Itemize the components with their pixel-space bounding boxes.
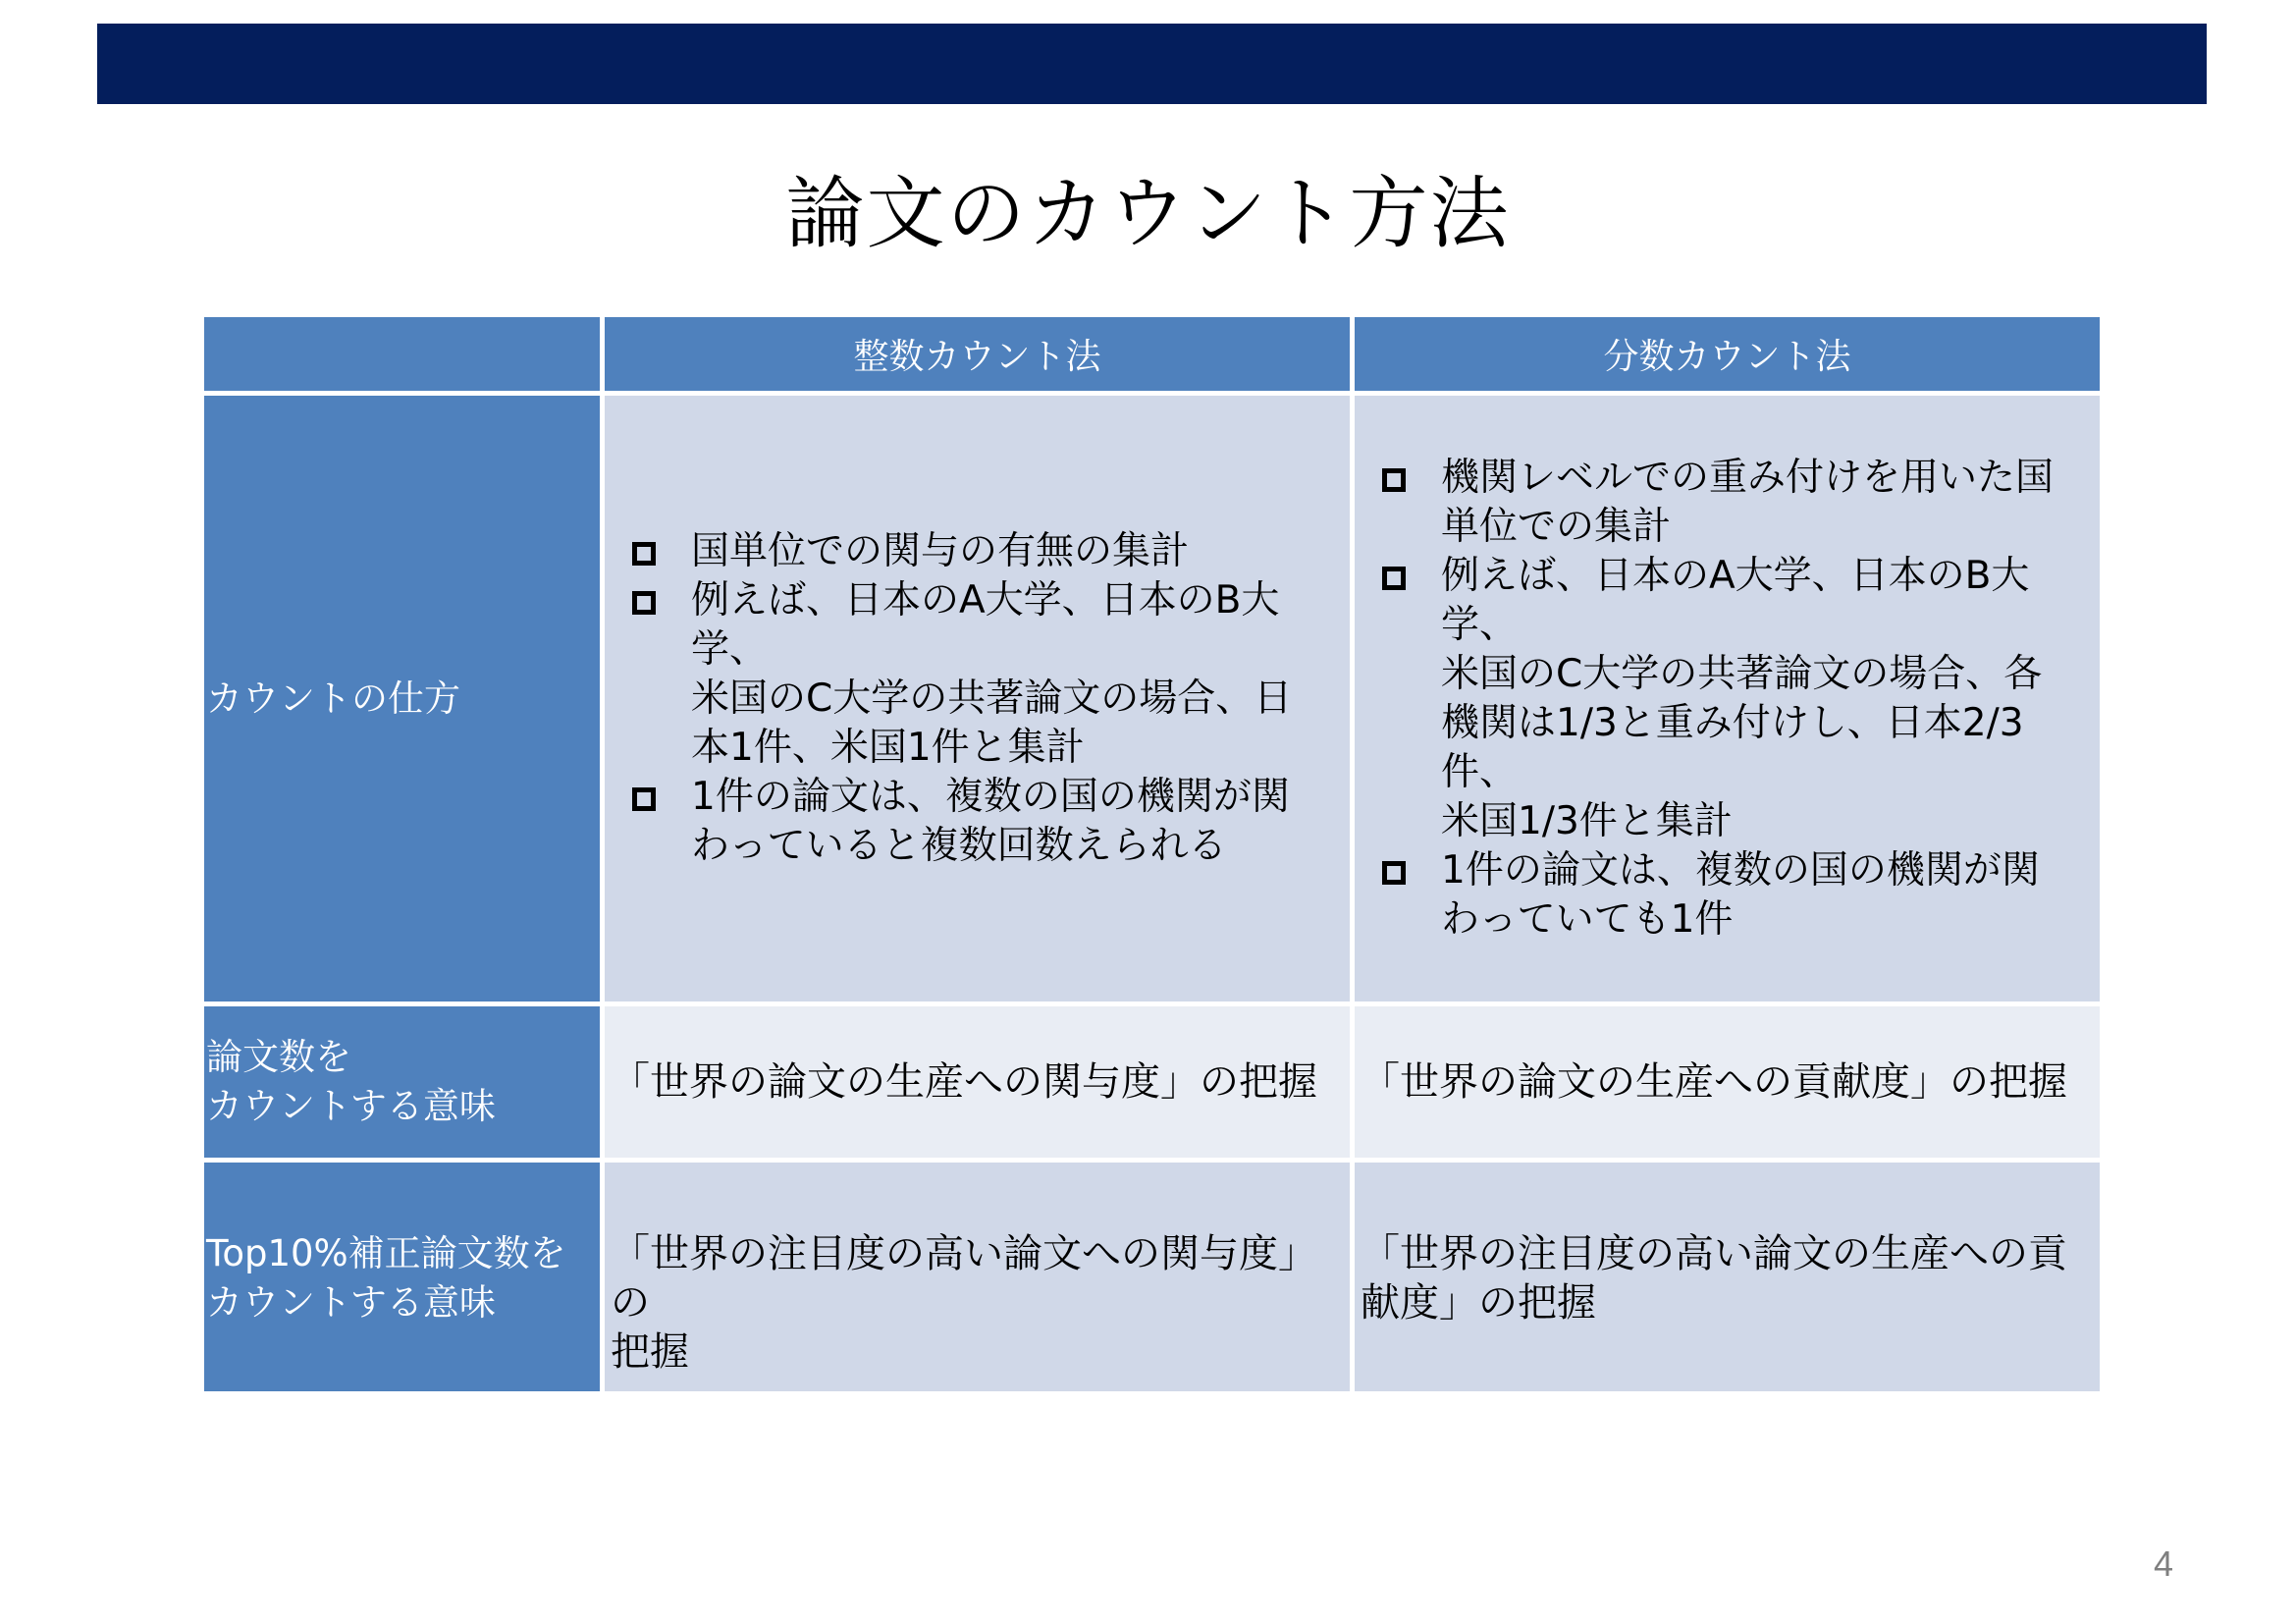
comparison-table xyxy=(204,317,2100,1391)
checkbox-square-icon xyxy=(632,542,656,566)
list-item-text: 例えば、日本のA大学、日本のB大学、 米国のC大学の共著論文の場合、各 機関は1/3と重み付けし、日本2/3件、 米国1/3件と集計 xyxy=(1441,553,2043,843)
checkbox-square-icon xyxy=(1382,861,1406,885)
table-corner-cell xyxy=(204,317,600,391)
fractional-method-list xyxy=(1355,454,2100,945)
integer-method-cell xyxy=(605,396,1350,1001)
page-number: 4 xyxy=(2153,1543,2173,1584)
fractional-method-cell xyxy=(1355,396,2100,1001)
list-item xyxy=(1380,552,2100,846)
list-item-text: 1件の論文は、複数の国の機関が関 わっていても1件 xyxy=(1441,847,2040,942)
fractional-top10-cell: 「世界の注目度の高い論文の生産への貢 献度」の把握 xyxy=(1355,1163,2100,1391)
checkbox-square-icon xyxy=(632,591,656,615)
row-label-counting-method: カウントの仕方 xyxy=(204,396,600,1001)
checkbox-square-icon xyxy=(1382,468,1406,492)
integer-top10-cell: 「世界の注目度の高い論文への関与度」の 把握 xyxy=(605,1163,1350,1391)
list-item xyxy=(630,576,1350,773)
row-label-paper-count-meaning: 論文数を カウントする意味 xyxy=(204,1006,600,1158)
list-item xyxy=(1380,454,2100,552)
slide-title: 論文のカウント方法 xyxy=(785,168,1511,259)
list-item-text: 機関レベルでの重み付けを用いた国 単位での集計 xyxy=(1441,455,2055,549)
list-item-text: 国単位での関与の有無の集計 xyxy=(691,528,1190,573)
header-integer-counting: 整数カウント法 xyxy=(605,317,1350,391)
integer-method-list xyxy=(605,527,1350,871)
integer-meaning-cell: 「世界の論文の生産への関与度」の把握 xyxy=(605,1006,1350,1158)
list-item xyxy=(1380,846,2100,945)
list-item xyxy=(630,527,1350,576)
row-label-top10-meaning: Top10%補正論文数を カウントする意味 xyxy=(204,1163,600,1391)
header-fractional-counting: 分数カウント法 xyxy=(1355,317,2100,391)
checkbox-square-icon xyxy=(1382,567,1406,590)
list-item-text: 1件の論文は、複数の国の機関が関 わっていると複数回数えられる xyxy=(691,774,1290,868)
fractional-meaning-cell: 「世界の論文の生産への貢献度」の把握 xyxy=(1355,1006,2100,1158)
list-item-text: 例えば、日本のA大学、日本のB大学、 米国のC大学の共著論文の場合、日 本1件、米国1件と集計 xyxy=(691,577,1293,770)
top-banner xyxy=(97,24,2207,104)
list-item xyxy=(630,773,1350,871)
checkbox-square-icon xyxy=(632,787,656,811)
